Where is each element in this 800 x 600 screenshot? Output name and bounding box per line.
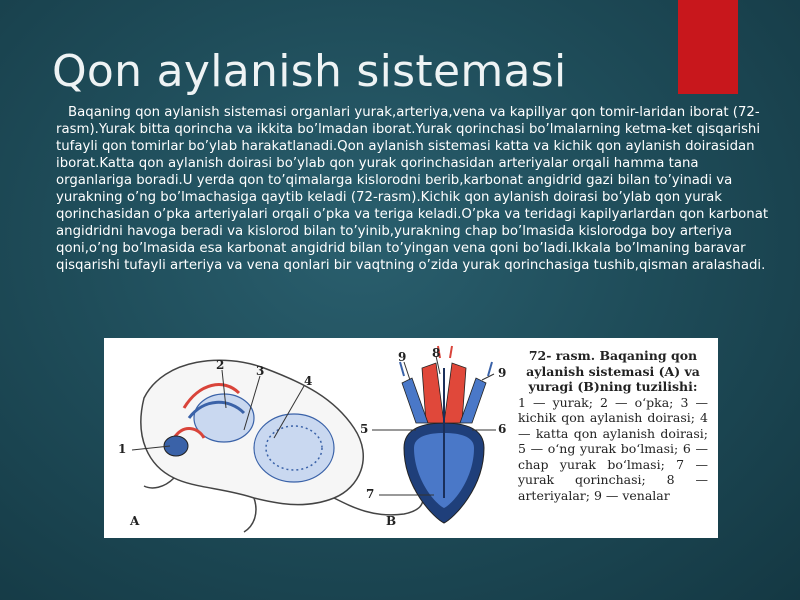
label-2: 2 xyxy=(216,358,225,372)
figure-caption xyxy=(518,348,708,503)
caption-title: 72- rasm. Baqaning qon aylanish sistemasi (A) va yuragi (B)ning tuzilishi: xyxy=(526,348,700,394)
label-4: 4 xyxy=(304,374,313,388)
frog-diagram-a xyxy=(132,360,423,532)
label-9-left: 9 xyxy=(398,350,407,364)
frog-heart-diagram-b xyxy=(372,346,496,523)
panel-a-label: A xyxy=(130,514,140,528)
panel-b-label: B xyxy=(386,514,397,528)
body-paragraph: Baqaning qon aylanish sistemasi organlari yurak,arteriya,vena va kapillyar qon tomir-laridan iborat (72-rasm).Yurak bitta qorincha va ikkita bo’lmadan iborat.Yurak qorinchasi bo’lmalarning ketma-ket qisqarishi tufayli qon tomirlar bo’ylab harakatlanadi.Qon aylanish sistemasi katta va kichik qon aylanish doirasidan iborat.Katta qon aylanish doirasi bo’ylab qon yurak qorinchasidan arteriyalar orqali hamma tana organlariga boradi.U yerda qon to’qimalarga kislorodni berib,karbonat angidrid gazi bilan to’yinadi va yurakning o’ng bo’lmachasiga qaytib keladi (72-rasm).Kichik qon aylanish doirasi bo’ylab qon yurak qorinchasidan o’pka arteriyalari orqali o’pka va teriga keladi.O’pka va teridagi kapilyarlardan qon karbonat angidridni havoga beradi va kislorod bilan to’yinib,yurakning chap bo’lmasida kislorodga boy arteriya qoni,o’ng bo’lmasida esa karbonat angidrid bilan to’yingan vena qoni bo’ladi.Ikkala bo’lmaning baravar qisqarishi tufayli arteriya va vena qonlari bir vaqtning o’zida yurak qorinchasiga tushib,qisman aralashadi. xyxy=(56,105,769,273)
label-8: 8 xyxy=(432,346,441,360)
label-9-right: 9 xyxy=(498,366,507,380)
caption-body: 1 — yurak; 2 — o‘pka; 3 — kichik qon aylanish doirasi; 4 — katta qon aylanish doirasi; 5 — o‘ng yurak bo‘lmasi; 6 — chap yurak bo‘lmasi; 7 — yurak qorinchasi; 8 — arteriyalar; 9 — venalar xyxy=(518,394,708,503)
label-6: 6 xyxy=(498,422,507,436)
label-7: 7 xyxy=(366,487,375,501)
label-3: 3 xyxy=(256,364,265,378)
label-5: 5 xyxy=(360,422,369,436)
frog-circulation-figure xyxy=(104,338,718,538)
label-1: 1 xyxy=(118,442,127,456)
slide-title: Qon aylanish sistemasi xyxy=(52,46,567,97)
accent-bar xyxy=(678,0,738,94)
